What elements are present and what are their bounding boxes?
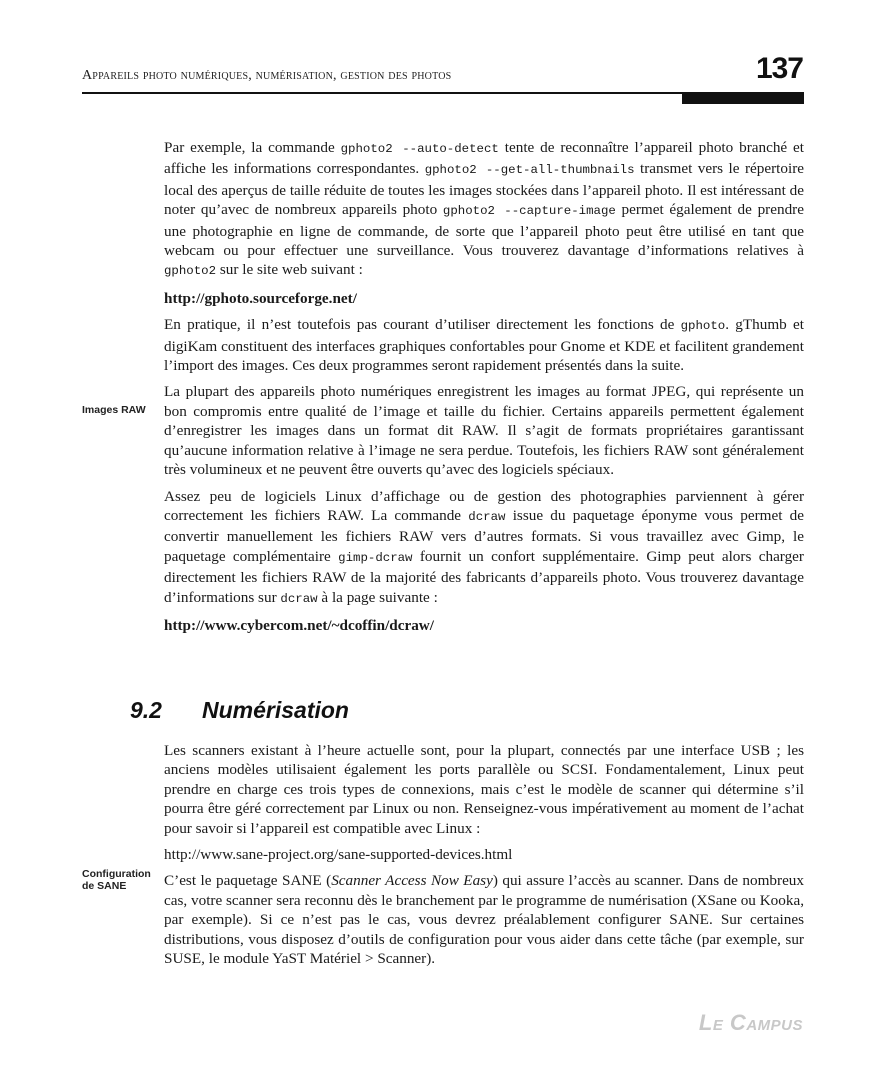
code-snippet: gphoto2 --auto-detect [340, 142, 499, 156]
code-snippet: dcraw [280, 591, 318, 606]
paragraph-dcraw [164, 487, 804, 609]
text: permet également de prendre une photographie en ligne de commande, de sorte que l’appareil photo peut être utilisé en tant que webcam ou pour effectuer une surveillance. Vous trouverez davantage d’informations relatives à [164, 201, 804, 260]
code-snippet: gphoto2 --get-all-thumbnails [424, 163, 635, 178]
section-heading [130, 697, 349, 724]
paragraph-gphoto [164, 138, 804, 282]
section-title: Numérisation [202, 697, 349, 723]
text: issue du paquetage éponyme vous permet de convertir manuellement les fichiers RAW vers d’autres formats. Si vous travaillez avec Gimp, le paquetage complémentaire [164, 506, 805, 565]
text: En pratique, il n’est toutefois pas courant d’utiliser directement les fonctions de [164, 316, 681, 334]
text: C’est le paquetage SANE ( [164, 872, 332, 890]
header-rule-accent [682, 92, 804, 104]
text: . gThumb et digiKam constituent des interfaces graphiques confortables pour Gnome et KDE et facilitent grandement l’import des images. Ces deux programmes seront rapidement présentés dans la suite. [164, 316, 804, 375]
text: transmet vers le répertoire local des aperçus de taille réduite de toutes les images stockées dans l’appareil photo. Il est intéressant de noter qu’avec de nombreux appareils photo [164, 160, 804, 219]
link-sane-devices[interactable]: http://www.sane-project.org/sane-supported-devices.html [164, 846, 513, 864]
text: sur le site web suivant : [216, 261, 363, 279]
text: fournit un confort supplémentaire. Gimp peut alors charger directement les fichiers RAW de la majorité des fabricants d’appareils photo. Vous trouverez davantage d’informations sur [164, 547, 804, 606]
margin-note-images-raw: Images RAW [82, 404, 146, 416]
code-snippet: gphoto2 --capture-image [442, 204, 616, 219]
margin-note-line: Configuration [82, 868, 151, 880]
text: à la page suivante : [317, 588, 438, 606]
code-snippet: gphoto [680, 319, 726, 334]
link-gphoto[interactable]: http://gphoto.sourceforge.net/ [164, 289, 357, 307]
paragraph-raw: La plupart des appareils photo numériques enregistrent les images au format JPEG, qui représente un bon compromis entre qualité de l’image et taille du fichier. Certains appareils permettent également d’enregistrer les images dans un format dit RAW. Il s’agit de formats propriétaires garantissant qu’aucune information relative à l’image ne sera perdue. Toutefois, les fichiers RAW sont généralement très volumineux et ne peuvent être ouverts qu’avec des logiciels spéciaux. [164, 383, 804, 479]
body-text-section [164, 741, 804, 975]
text: ) qui assure l’accès au scanner. Dans de nombreux cas, votre scanner sera reconnu dès le branchement par le programme de numérisation (XSane ou Kooka, par exemple). Si ce n’est pas le cas, vous devrez préalablement configurer SANE. Sur certaines distributions, vous disposez d’outils de configuration pour vous aider dans cette tâche (par exemple, sur SUSE, le module YaST Matériel > Scanner). [164, 872, 804, 968]
margin-note-config-sane [82, 868, 154, 892]
code-snippet: dcraw [468, 509, 506, 524]
page-number: 137 [755, 52, 803, 85]
emphasis: Scanner Access Now Easy [331, 872, 493, 890]
text: Assez peu de logiciels Linux d’affichage ou de gestion des photographies parviennent à gérer correctement les fichiers RAW. La commande [164, 487, 804, 524]
code-snippet: gimp-dcraw [338, 550, 413, 565]
paragraph-sane [164, 871, 804, 968]
paragraph-scanners: Les scanners existant à l’heure actuelle sont, pour la plupart, connectés par une interface USB ; les anciens modèles utilisaient également les ports parallèle ou SCSI. Fondamentalement, Linux peut prendre en charge ces trois types de connexions, mais c’est le modèle de scanner qui détermine s’il pourra être géré correctement par Linux ou non. Renseignez-vous impérativement au moment de l’achat pour savoir si l’appareil est compatible avec Linux : [164, 742, 804, 837]
link-dcraw[interactable]: http://www.cybercom.net/~dcoffin/dcraw/ [164, 616, 434, 634]
body-text-top [164, 138, 804, 642]
section-number: 9.2 [130, 697, 162, 723]
paragraph-gthumb [164, 315, 804, 375]
margin-note-line: de SANE [82, 880, 127, 892]
running-head: Appareils photo numériques, numérisation, gestion des photos [82, 68, 452, 83]
code-snippet: gphoto2 [164, 264, 217, 279]
text: tente de reconnaître l’appareil photo branché et affiche les informations correspondantes. [164, 139, 805, 178]
publisher-logo: Le Campus [698, 1010, 803, 1035]
text: Par exemple, la commande [164, 139, 341, 156]
